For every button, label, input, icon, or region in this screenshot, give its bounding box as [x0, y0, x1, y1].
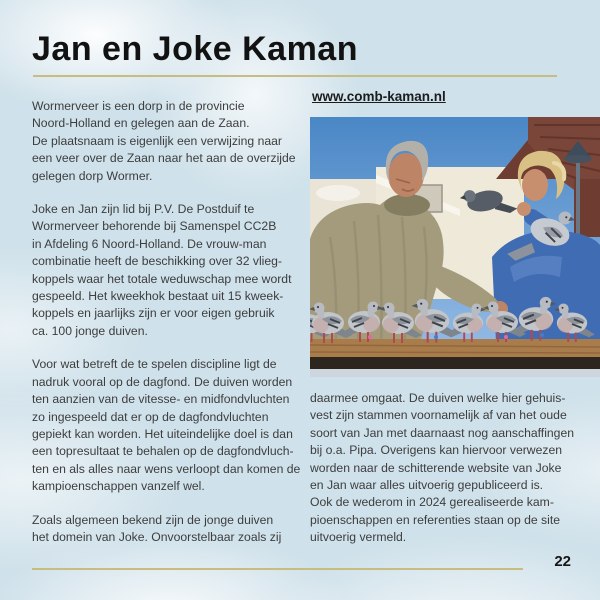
paragraph-wormerveer: Wormerveer is een dorp in de provincie Noord-Holland en gelegen aan de Zaan. De plaatsnaam is eigenlijk een verwijzing naar een veer over de Zaan naar het aan de overzijde gelegen dorp Wormer.	[32, 99, 296, 183]
left-text-column	[32, 98, 320, 562]
photo-jan-joke-pigeons	[310, 117, 600, 377]
title-rule	[33, 75, 557, 77]
page-number: 22	[554, 553, 571, 570]
paragraph-discipline: Voor wat betreft de te spelen discipline ligt de nadruk vooral op de dagfond. De duiven worden ten aanzien van de vitesse- en midfondvluchten zo ingespeeld dat er op de dagfondvluchten gepiekt kan worden. Het uiteindelijke doel is dan een topresultaat te behalen op de dagfondvluch- ten en als alles naar wens verloopt dan komen de kampioenschappen vanzelf wel.	[32, 357, 301, 494]
paragraph-club-membership: Joke en Jan zijn lid bij P.V. De Postduif te Wormerveer behorende bij Samenspel CC2B in Afdeling 6 Noord-Holland. De vrouw-man combinatie heeft de beschikking over 32 vlieg- koppels waar het totale weduwschap mee wordt gespeeld. Het kweekhok bestaat uit 15 kweek- koppels en jaarlijks zijn er voor eigen gebruik ca. 100 jonge duiven.	[32, 202, 292, 338]
paragraph-young-birds: Zoals algemeen bekend zijn de jonge duiven het domein van Joke. Onvoorstelbaar zoals zij	[32, 512, 282, 544]
paragraph-breeding-and-website: daarmee omgaat. De duiven welke hier gehuis- vest zijn stammen voornamelijk af van het oude soort van Jan met daarnaast nog aanschaffingen bij o.a. Pipa. Overigens kan hiervoor verwezen worden naar de schitterende website van Joke en Jan waar alles uitvoerig gepubliceerd is. Ook de wederom in 2024 gerealiseerde kam- pioenschappen en referenties staan op de site uitvoerig vermeld.	[310, 391, 575, 545]
right-text-column	[310, 390, 588, 547]
page-title: Jan en Joke Kaman	[32, 30, 358, 68]
website-link[interactable]: www.comb-kaman.nl	[312, 89, 446, 104]
footer-rule	[32, 568, 523, 570]
